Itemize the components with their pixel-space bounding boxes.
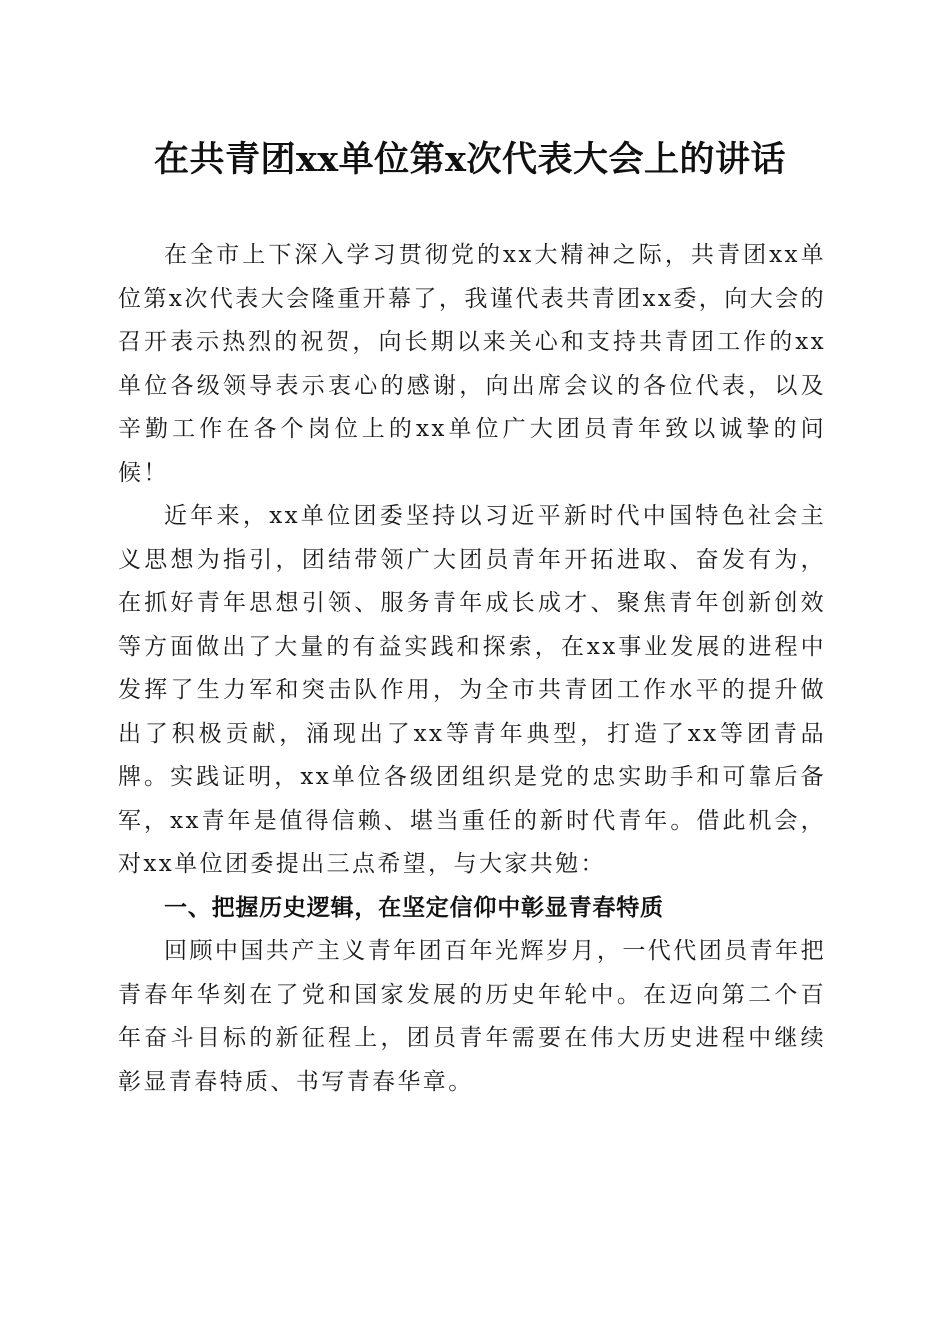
document-body (118, 234, 826, 1104)
paragraph-history: 回顾中国共产主义青年团百年光辉岁月，一代代团员青年把青春年华刻在了党和国家发展的历史年轮中。在迈向第二个百年奋斗目标的新征程上，团员青年需要在伟大历史进程中继续彰显青春特质、书写青春华章。 (118, 938, 826, 1095)
section-heading-one: 一、把握历史逻辑，在坚定信仰中彰显青春特质 (164, 894, 664, 921)
document-title: 在共青团xx单位第x次代表大会上的讲话 (153, 139, 787, 180)
paragraph-opening: 在全市上下深入学习贯彻党的xx大精神之际，共青团xx单位第x次代表大会隆重开幕了，我谨代表共青团xx委，向大会的召开表示热烈的祝贺，向长期以来关心和支持共青团工作的xx单位各级领导表示衷心的感谢，向出席会议的各位代表，以及辛勤工作在各个岗位上的xx单位广大团员青年致以诚挚的问候！ (118, 242, 826, 486)
paragraph-achievements: 近年来，xx单位团委坚持以习近平新时代中国特色社会主义思想为指引，团结带领广大团员青年开拓进取、奋发有为，在抓好青年思想引领、服务青年成长成才、聚焦青年创新创效等方面做出了大量的有益实践和探索，在xx事业发展的进程中发挥了生力军和突击队作用，为全市共青团工作水平的提升做出了积极贡献，涌现出了xx等青年典型，打造了xx等团青品牌。实践证明，xx单位各级团组织是党的忠实助手和可靠后备军，xx青年是值得信赖、堪当重任的新时代青年。借此机会，对xx单位团委提出三点希望，与大家共勉： (118, 503, 826, 877)
